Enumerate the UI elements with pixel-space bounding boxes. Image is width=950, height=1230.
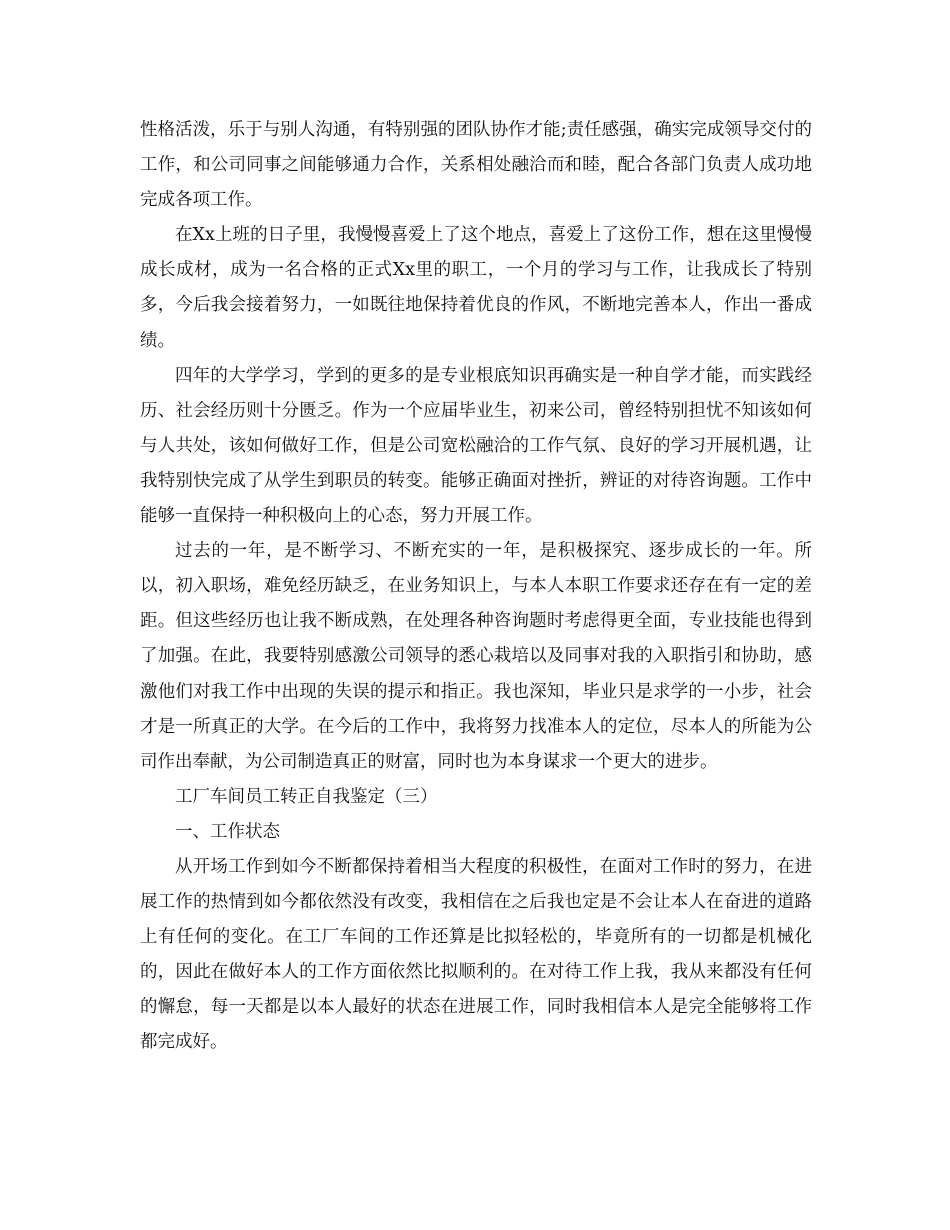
paragraph-work-status: 从开场工作到如今不断都保持着相当大程度的积极性，在面对工作时的努力，在进展工作的热情到如今都依然没有改变，我相信在之后我也定是不会让本人在奋进的道路上有任何的变化。在工厂车间的工作还算是比拟轻松的，毕竟所有的一切都是机械化的，因此在做好本人的工作方面依然比拟顺利的。在对待工作上我，我从来都没有任何的懈怠，每一天都是以本人最好的状态在进展工作，同时我相信本人是完全能够将工作都完成好。 [140, 856, 812, 1053]
paragraph-xx-work: 在Xx上班的日子里，我慢慢喜爱上了这个地点，喜爱上了这份工作，想在这里慢慢成长成材，成为一名合格的正式Xx里的职工，一个月的学习与工作，让我成长了特别多，今后我会接着努力，一如既往地保持着优良的作风，不断地完善本人，作出一番成绩。 [140, 225, 812, 351]
subsection-heading: 一、工作状态 [175, 821, 280, 842]
paragraph-university-study: 四年的大学学习，学到的更多的是专业根底知识再确实是一种自学才能，而实践经历、社会经历则十分匮乏。作为一个应届毕业生，初来公司，曾经特别担忧不知该如何与人共处，该如何做好工作，但是公司宽松融洽的工作气氛、良好的学习开展机遇，让我特别快完成了从学生到职员的转变。能够正确面对挫折，辨证的对待咨询题。工作中能够一直保持一种积极向上的心态，努力开展工作。 [140, 365, 812, 527]
section-heading: 工厂车间员工转正自我鉴定（三） [175, 786, 438, 807]
paragraph-continued: 性格活泼，乐于与别人沟通，有特别强的团队协作才能;责任感强，确实完成领导交付的工作，和公司同事之间能够通力合作，关系相处融洽而和睦，配合各部门负责人成功地完成各项工作。 [140, 120, 812, 211]
document-body [140, 113, 812, 1061]
paragraph-past-year: 过去的一年，是不断学习、不断充实的一年，是积极探究、逐步成长的一年。所以，初入职场，难免经历缺乏，在业务知识上，与本人本职工作要求还存在有一定的差距。但这些经历也让我不断成熟，在处理各种咨询题时考虑得更全面，专业技能也得到了加强。在此，我要特别感激公司领导的悉心栽培以及同事对我的入职指引和协助，感激他们对我工作中出现的失误的提示和指正。我也深知，毕业只是求学的一小步，社会才是一所真正的大学。在今后的工作中，我将努力找准本人的定位，尽本人的所能为公司作出奉献，为公司制造真正的财富，同时也为本身谋求一个更大的进步。 [140, 541, 812, 772]
